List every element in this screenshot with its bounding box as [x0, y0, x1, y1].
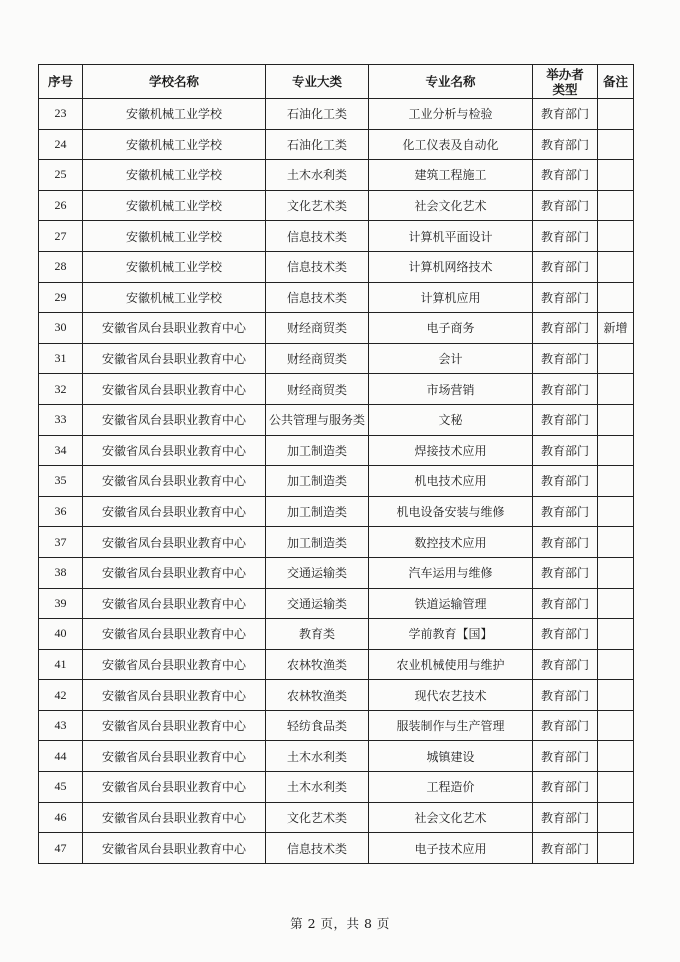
cell-seq: 26: [39, 190, 83, 221]
cell-major: 社会文化艺术: [369, 190, 533, 221]
table-header-row: [39, 65, 634, 99]
header-organizer-line1: 举办者: [546, 66, 584, 82]
cell-school: 安徽省凤台县职业教育中心: [83, 404, 266, 435]
cell-category: 交通运输类: [266, 588, 369, 619]
cell-major: 农业机械使用与维护: [369, 649, 533, 680]
table-row: [39, 772, 634, 803]
cell-category: 文化艺术类: [266, 190, 369, 221]
cell-organizer: 教育部门: [533, 527, 598, 558]
cell-category: 轻纺食品类: [266, 710, 369, 741]
cell-major: 社会文化艺术: [369, 802, 533, 833]
cell-school: 安徽省凤台县职业教育中心: [83, 619, 266, 650]
page-number-text: 第 2 页，共 8 页: [290, 916, 390, 931]
cell-remark: [598, 99, 634, 130]
cell-seq: 43: [39, 710, 83, 741]
header-major: 专业名称: [369, 65, 533, 99]
cell-school: 安徽省凤台县职业教育中心: [83, 772, 266, 803]
cell-seq: 24: [39, 129, 83, 160]
table-row: [39, 527, 634, 558]
cell-seq: 25: [39, 160, 83, 191]
cell-school: 安徽省凤台县职业教育中心: [83, 710, 266, 741]
cell-remark: [598, 251, 634, 282]
cell-school: 安徽省凤台县职业教育中心: [83, 374, 266, 405]
cell-major: 建筑工程施工: [369, 160, 533, 191]
cell-school: 安徽省凤台县职业教育中心: [83, 496, 266, 527]
cell-school: 安徽机械工业学校: [83, 251, 266, 282]
cell-organizer: 教育部门: [533, 588, 598, 619]
table-row: [39, 160, 634, 191]
cell-category: 财经商贸类: [266, 313, 369, 344]
cell-major: 现代农艺技术: [369, 680, 533, 711]
table-row: [39, 190, 634, 221]
cell-major: 电子技术应用: [369, 833, 533, 864]
cell-organizer: 教育部门: [533, 557, 598, 588]
header-organizer-line2: 类型: [552, 81, 578, 97]
cell-major: 城镇建设: [369, 741, 533, 772]
cell-seq: 36: [39, 496, 83, 527]
cell-major: 工业分析与检验: [369, 99, 533, 130]
cell-category: 信息技术类: [266, 282, 369, 313]
cell-remark: [598, 619, 634, 650]
cell-major: 计算机平面设计: [369, 221, 533, 252]
cell-major: 化工仪表及自动化: [369, 129, 533, 160]
cell-school: 安徽省凤台县职业教育中心: [83, 680, 266, 711]
cell-seq: 23: [39, 99, 83, 130]
cell-remark: [598, 435, 634, 466]
cell-seq: 27: [39, 221, 83, 252]
cell-major: 计算机网络技术: [369, 251, 533, 282]
cell-major: 服装制作与生产管理: [369, 710, 533, 741]
cell-organizer: 教育部门: [533, 99, 598, 130]
cell-school: 安徽省凤台县职业教育中心: [83, 527, 266, 558]
cell-category: 土木水利类: [266, 160, 369, 191]
table-row: [39, 374, 634, 405]
table-row: [39, 251, 634, 282]
cell-seq: 35: [39, 466, 83, 497]
cell-organizer: 教育部门: [533, 282, 598, 313]
cell-remark: [598, 680, 634, 711]
cell-remark: [598, 129, 634, 160]
cell-school: 安徽省凤台县职业教育中心: [83, 649, 266, 680]
cell-remark: [598, 710, 634, 741]
cell-school: 安徽机械工业学校: [83, 221, 266, 252]
cell-remark: [598, 802, 634, 833]
cell-seq: 29: [39, 282, 83, 313]
cell-organizer: 教育部门: [533, 649, 598, 680]
cell-remark: [598, 649, 634, 680]
table-row: [39, 129, 634, 160]
cell-organizer: 教育部门: [533, 802, 598, 833]
header-category: 专业大类: [266, 65, 369, 99]
cell-category: 信息技术类: [266, 251, 369, 282]
cell-category: 土木水利类: [266, 741, 369, 772]
page-footer: [0, 914, 680, 932]
cell-major: 计算机应用: [369, 282, 533, 313]
table-row: [39, 588, 634, 619]
cell-category: 农林牧渔类: [266, 649, 369, 680]
cell-seq: 44: [39, 741, 83, 772]
table-row: [39, 404, 634, 435]
cell-seq: 41: [39, 649, 83, 680]
cell-remark: [598, 374, 634, 405]
table-row: [39, 710, 634, 741]
cell-organizer: 教育部门: [533, 190, 598, 221]
cell-major: 工程造价: [369, 772, 533, 803]
cell-major: 会计: [369, 343, 533, 374]
cell-school: 安徽省凤台县职业教育中心: [83, 313, 266, 344]
header-seq: 序号: [39, 65, 83, 99]
cell-category: 财经商贸类: [266, 343, 369, 374]
table-row: [39, 741, 634, 772]
cell-major: 市场营销: [369, 374, 533, 405]
cell-seq: 38: [39, 557, 83, 588]
cell-school: 安徽省凤台县职业教育中心: [83, 802, 266, 833]
cell-category: 信息技术类: [266, 221, 369, 252]
cell-organizer: 教育部门: [533, 404, 598, 435]
cell-major: 机电技术应用: [369, 466, 533, 497]
table-row: [39, 557, 634, 588]
cell-school: 安徽机械工业学校: [83, 129, 266, 160]
table-row: [39, 99, 634, 130]
cell-organizer: 教育部门: [533, 129, 598, 160]
cell-category: 土木水利类: [266, 772, 369, 803]
cell-remark: [598, 282, 634, 313]
cell-organizer: 教育部门: [533, 619, 598, 650]
cell-remark: [598, 557, 634, 588]
cell-organizer: 教育部门: [533, 466, 598, 497]
cell-major: 学前教育【国】: [369, 619, 533, 650]
cell-seq: 47: [39, 833, 83, 864]
cell-seq: 45: [39, 772, 83, 803]
cell-organizer: 教育部门: [533, 680, 598, 711]
cell-school: 安徽省凤台县职业教育中心: [83, 343, 266, 374]
table-row: [39, 680, 634, 711]
table-row: [39, 435, 634, 466]
cell-organizer: 教育部门: [533, 772, 598, 803]
table-row: [39, 833, 634, 864]
header-organizer: [533, 65, 598, 99]
cell-organizer: 教育部门: [533, 435, 598, 466]
table-row: [39, 282, 634, 313]
cell-organizer: 教育部门: [533, 313, 598, 344]
cell-organizer: 教育部门: [533, 160, 598, 191]
table-row: [39, 221, 634, 252]
cell-organizer: 教育部门: [533, 374, 598, 405]
cell-remark: 新增: [598, 313, 634, 344]
cell-major: 机电设备安装与维修: [369, 496, 533, 527]
cell-organizer: 教育部门: [533, 496, 598, 527]
cell-seq: 30: [39, 313, 83, 344]
cell-organizer: 教育部门: [533, 343, 598, 374]
cell-seq: 37: [39, 527, 83, 558]
cell-remark: [598, 343, 634, 374]
cell-remark: [598, 772, 634, 803]
cell-category: 教育类: [266, 619, 369, 650]
cell-major: 数控技术应用: [369, 527, 533, 558]
cell-organizer: 教育部门: [533, 251, 598, 282]
cell-category: 公共管理与服务类: [266, 404, 369, 435]
cell-remark: [598, 466, 634, 497]
cell-seq: 40: [39, 619, 83, 650]
cell-category: 交通运输类: [266, 557, 369, 588]
cell-seq: 39: [39, 588, 83, 619]
cell-remark: [598, 833, 634, 864]
cell-school: 安徽机械工业学校: [83, 282, 266, 313]
cell-school: 安徽机械工业学校: [83, 190, 266, 221]
header-remark: 备注: [598, 65, 634, 99]
cell-remark: [598, 741, 634, 772]
table-body: [39, 99, 634, 864]
table-row: [39, 496, 634, 527]
cell-seq: 32: [39, 374, 83, 405]
cell-organizer: 教育部门: [533, 710, 598, 741]
cell-remark: [598, 160, 634, 191]
cell-seq: 42: [39, 680, 83, 711]
table-row: [39, 619, 634, 650]
cell-remark: [598, 588, 634, 619]
cell-seq: 28: [39, 251, 83, 282]
cell-category: 财经商贸类: [266, 374, 369, 405]
cell-major: 文秘: [369, 404, 533, 435]
cell-seq: 31: [39, 343, 83, 374]
cell-category: 加工制造类: [266, 466, 369, 497]
table-row: [39, 343, 634, 374]
cell-school: 安徽省凤台县职业教育中心: [83, 741, 266, 772]
cell-category: 石油化工类: [266, 129, 369, 160]
cell-school: 安徽省凤台县职业教育中心: [83, 466, 266, 497]
cell-category: 农林牧渔类: [266, 680, 369, 711]
cell-school: 安徽省凤台县职业教育中心: [83, 557, 266, 588]
cell-major: 焊接技术应用: [369, 435, 533, 466]
cell-remark: [598, 190, 634, 221]
cell-seq: 33: [39, 404, 83, 435]
cell-category: 文化艺术类: [266, 802, 369, 833]
cell-major: 电子商务: [369, 313, 533, 344]
cell-school: 安徽省凤台县职业教育中心: [83, 588, 266, 619]
cell-major: 铁道运输管理: [369, 588, 533, 619]
cell-school: 安徽省凤台县职业教育中心: [83, 435, 266, 466]
cell-organizer: 教育部门: [533, 741, 598, 772]
table-row: [39, 649, 634, 680]
cell-category: 加工制造类: [266, 496, 369, 527]
cell-major: 汽车运用与维修: [369, 557, 533, 588]
cell-organizer: 教育部门: [533, 833, 598, 864]
table-row: [39, 466, 634, 497]
header-school: 学校名称: [83, 65, 266, 99]
cell-organizer: 教育部门: [533, 221, 598, 252]
cell-school: 安徽机械工业学校: [83, 160, 266, 191]
cell-remark: [598, 404, 634, 435]
cell-seq: 34: [39, 435, 83, 466]
cell-remark: [598, 496, 634, 527]
table-row: [39, 313, 634, 344]
cell-remark: [598, 221, 634, 252]
cell-category: 加工制造类: [266, 435, 369, 466]
cell-remark: [598, 527, 634, 558]
cell-school: 安徽省凤台县职业教育中心: [83, 833, 266, 864]
table-row: [39, 802, 634, 833]
cell-seq: 46: [39, 802, 83, 833]
cell-category: 加工制造类: [266, 527, 369, 558]
cell-category: 信息技术类: [266, 833, 369, 864]
cell-school: 安徽机械工业学校: [83, 99, 266, 130]
school-major-table: [38, 64, 634, 864]
cell-category: 石油化工类: [266, 99, 369, 130]
